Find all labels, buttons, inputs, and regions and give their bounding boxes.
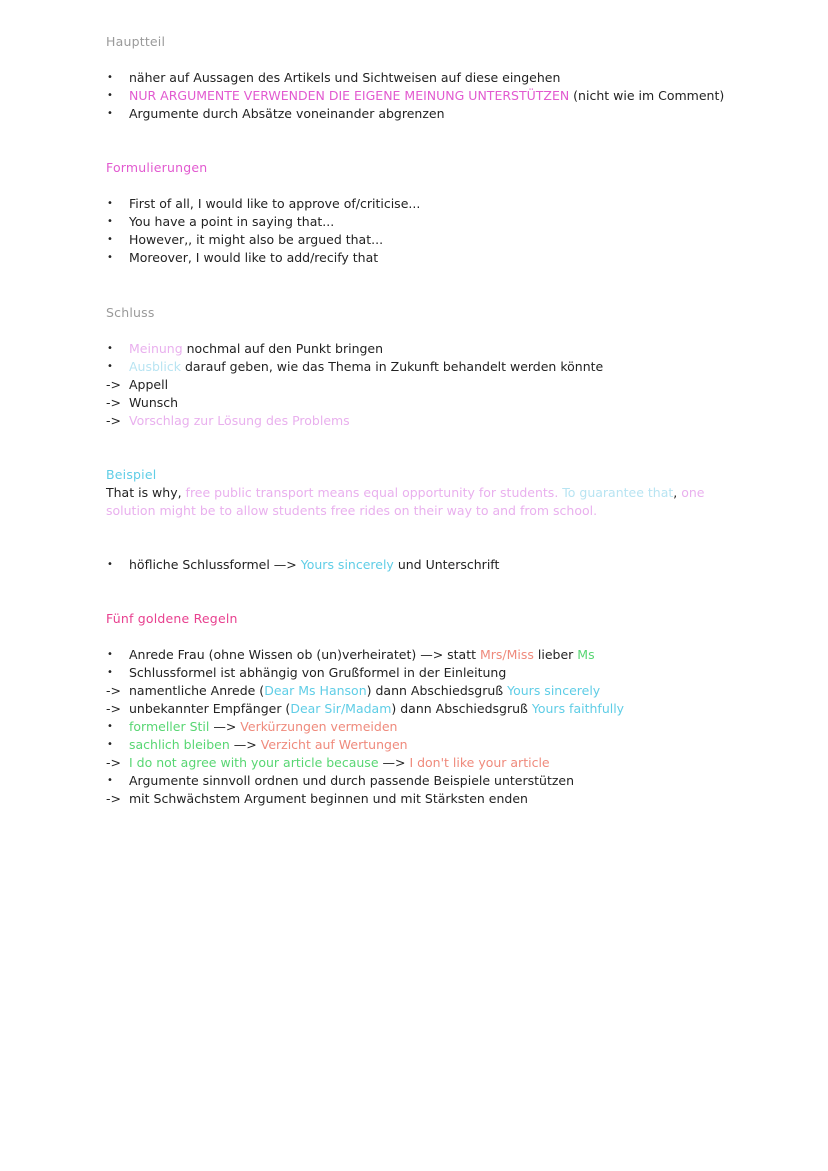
list-item-text <box>129 718 397 736</box>
bullet-icon: • <box>107 72 113 83</box>
heading-formulierungen: Formulierungen <box>106 160 208 175</box>
text-segment: namentliche Anrede ( <box>129 683 265 698</box>
text-segment: Meinung <box>129 341 183 356</box>
text-segment: mit Schwächstem Argument beginnen und mit Stärksten enden <box>129 791 528 806</box>
bullet-icon: • <box>107 252 113 263</box>
list-item-text <box>129 376 168 394</box>
bullet-icon: • <box>107 775 113 786</box>
text-segment: Dear Ms Hanson <box>264 683 367 698</box>
list-item-text <box>129 195 420 213</box>
list-item-text <box>129 69 560 87</box>
text-segment: ) dann Abschiedsgruß <box>366 683 508 698</box>
arrow-marker: -> <box>106 413 121 428</box>
text-segment: näher auf Aussagen des Artikels und Sichtweisen auf diese eingehen <box>129 70 561 85</box>
list-item-text <box>129 790 528 808</box>
bullet-icon: • <box>107 361 113 372</box>
text-segment: Anrede Frau (ohne Wissen ob (un)verheiratet) —> statt <box>129 647 480 662</box>
text-segment: free public transport means equal opportunity for students. <box>185 485 559 500</box>
bullet-icon: • <box>107 108 113 119</box>
text-segment: NUR ARGUMENTE VERWENDEN DIE EIGENE MEINUNG UNTERSTÜTZEN <box>129 88 570 103</box>
list-item-text <box>129 646 595 664</box>
list-item-text <box>129 105 445 123</box>
text-segment: Ausblick <box>129 359 181 374</box>
list-item-text <box>129 394 178 412</box>
text-segment: und Unterschrift <box>393 557 500 572</box>
bullet-icon: • <box>107 343 113 354</box>
text-segment: That is why, <box>106 485 186 500</box>
text-segment: (nicht wie im Comment) <box>569 88 725 103</box>
text-segment: —> <box>378 755 410 770</box>
text-segment: höfliche Schlussformel —> <box>129 557 301 572</box>
heading-schluss: Schluss <box>106 305 155 320</box>
bullet-icon: • <box>107 90 113 101</box>
text-segment: Appell <box>129 377 169 392</box>
text-segment: sachlich bleiben <box>129 737 230 752</box>
list-item-text <box>129 682 600 700</box>
heading-regeln: Fünf goldene Regeln <box>106 611 238 626</box>
arrow-marker: -> <box>106 755 121 770</box>
text-segment: First of all, I would like to approve of/criticise... <box>129 196 421 211</box>
bullet-icon: • <box>107 739 113 750</box>
text-segment: Yours sincerely <box>507 683 601 698</box>
text-segment: ) dann Abschiedsgruß <box>391 701 532 716</box>
text-segment: nochmal auf den Punkt bringen <box>182 341 384 356</box>
list-item-text <box>129 556 499 574</box>
text-segment: I don't like your article <box>409 755 550 770</box>
bullet-icon: • <box>107 667 113 678</box>
list-item-text <box>129 358 603 376</box>
text-segment: Yours faithfully <box>531 701 625 716</box>
arrow-marker: -> <box>106 377 121 392</box>
text-segment: Verkürzungen vermeiden <box>240 719 398 734</box>
arrow-marker: -> <box>106 701 121 716</box>
text-segment: lieber <box>533 647 578 662</box>
arrow-marker: -> <box>106 395 121 410</box>
text-segment: —> <box>229 737 261 752</box>
list-item-text <box>129 754 550 772</box>
list-item-text <box>129 700 624 718</box>
bullet-icon: • <box>107 198 113 209</box>
text-segment: one <box>681 485 705 500</box>
text-segment: Mrs/Miss <box>480 647 534 662</box>
list-item-text <box>129 249 378 267</box>
bullet-icon: • <box>107 559 113 570</box>
text-segment: Wunsch <box>129 395 179 410</box>
text-segment: , <box>673 485 682 500</box>
example-paragraph-line-1 <box>106 484 756 502</box>
list-item-text <box>129 87 724 105</box>
text-segment: Vorschlag zur Lösung des Problems <box>129 413 350 428</box>
bullet-icon: • <box>107 216 113 227</box>
heading-hauptteil: Hauptteil <box>106 34 166 49</box>
bullet-icon: • <box>107 721 113 732</box>
text-segment: —> <box>209 719 241 734</box>
bullet-icon: • <box>107 649 113 660</box>
text-segment: However,, it might also be argued that... <box>129 232 384 247</box>
text-segment: Schlussformel ist abhängig von Grußformel in der Einleitung <box>129 665 507 680</box>
list-item-text <box>129 213 334 231</box>
text-segment: solution might be to allow students free rides on their way to and from school. <box>106 503 598 518</box>
heading-beispiel: Beispiel <box>106 467 157 482</box>
list-item-text <box>129 772 574 790</box>
text-segment: I do not agree with your article because <box>129 755 379 770</box>
text-segment: darauf geben, wie das Thema in Zukunft behandelt werden könnte <box>180 359 604 374</box>
list-item-text <box>129 340 383 358</box>
arrow-marker: -> <box>106 791 121 806</box>
list-item-text <box>129 664 506 682</box>
text-segment: Yours sincerely <box>300 557 394 572</box>
text-segment: Argumente durch Absätze voneinander abgrenzen <box>129 106 445 121</box>
list-item-text <box>129 231 383 249</box>
text-segment: To guarantee that <box>558 485 674 500</box>
text-segment: Dear Sir/Madam <box>290 701 392 716</box>
arrow-marker: -> <box>106 683 121 698</box>
text-segment: You have a point in saying that... <box>129 214 335 229</box>
text-segment: Argumente sinnvoll ordnen und durch passende Beispiele unterstützen <box>129 773 575 788</box>
text-segment: Moreover, I would like to add/recify that <box>129 250 379 265</box>
bullet-icon: • <box>107 234 113 245</box>
text-segment: formeller Stil <box>129 719 210 734</box>
text-segment: Ms <box>577 647 595 662</box>
list-item-text <box>129 412 350 430</box>
list-item-text <box>129 736 408 754</box>
text-segment: unbekannter Empfänger ( <box>129 701 291 716</box>
text-segment: Verzicht auf Wertungen <box>260 737 408 752</box>
example-paragraph-line-2 <box>106 502 756 520</box>
